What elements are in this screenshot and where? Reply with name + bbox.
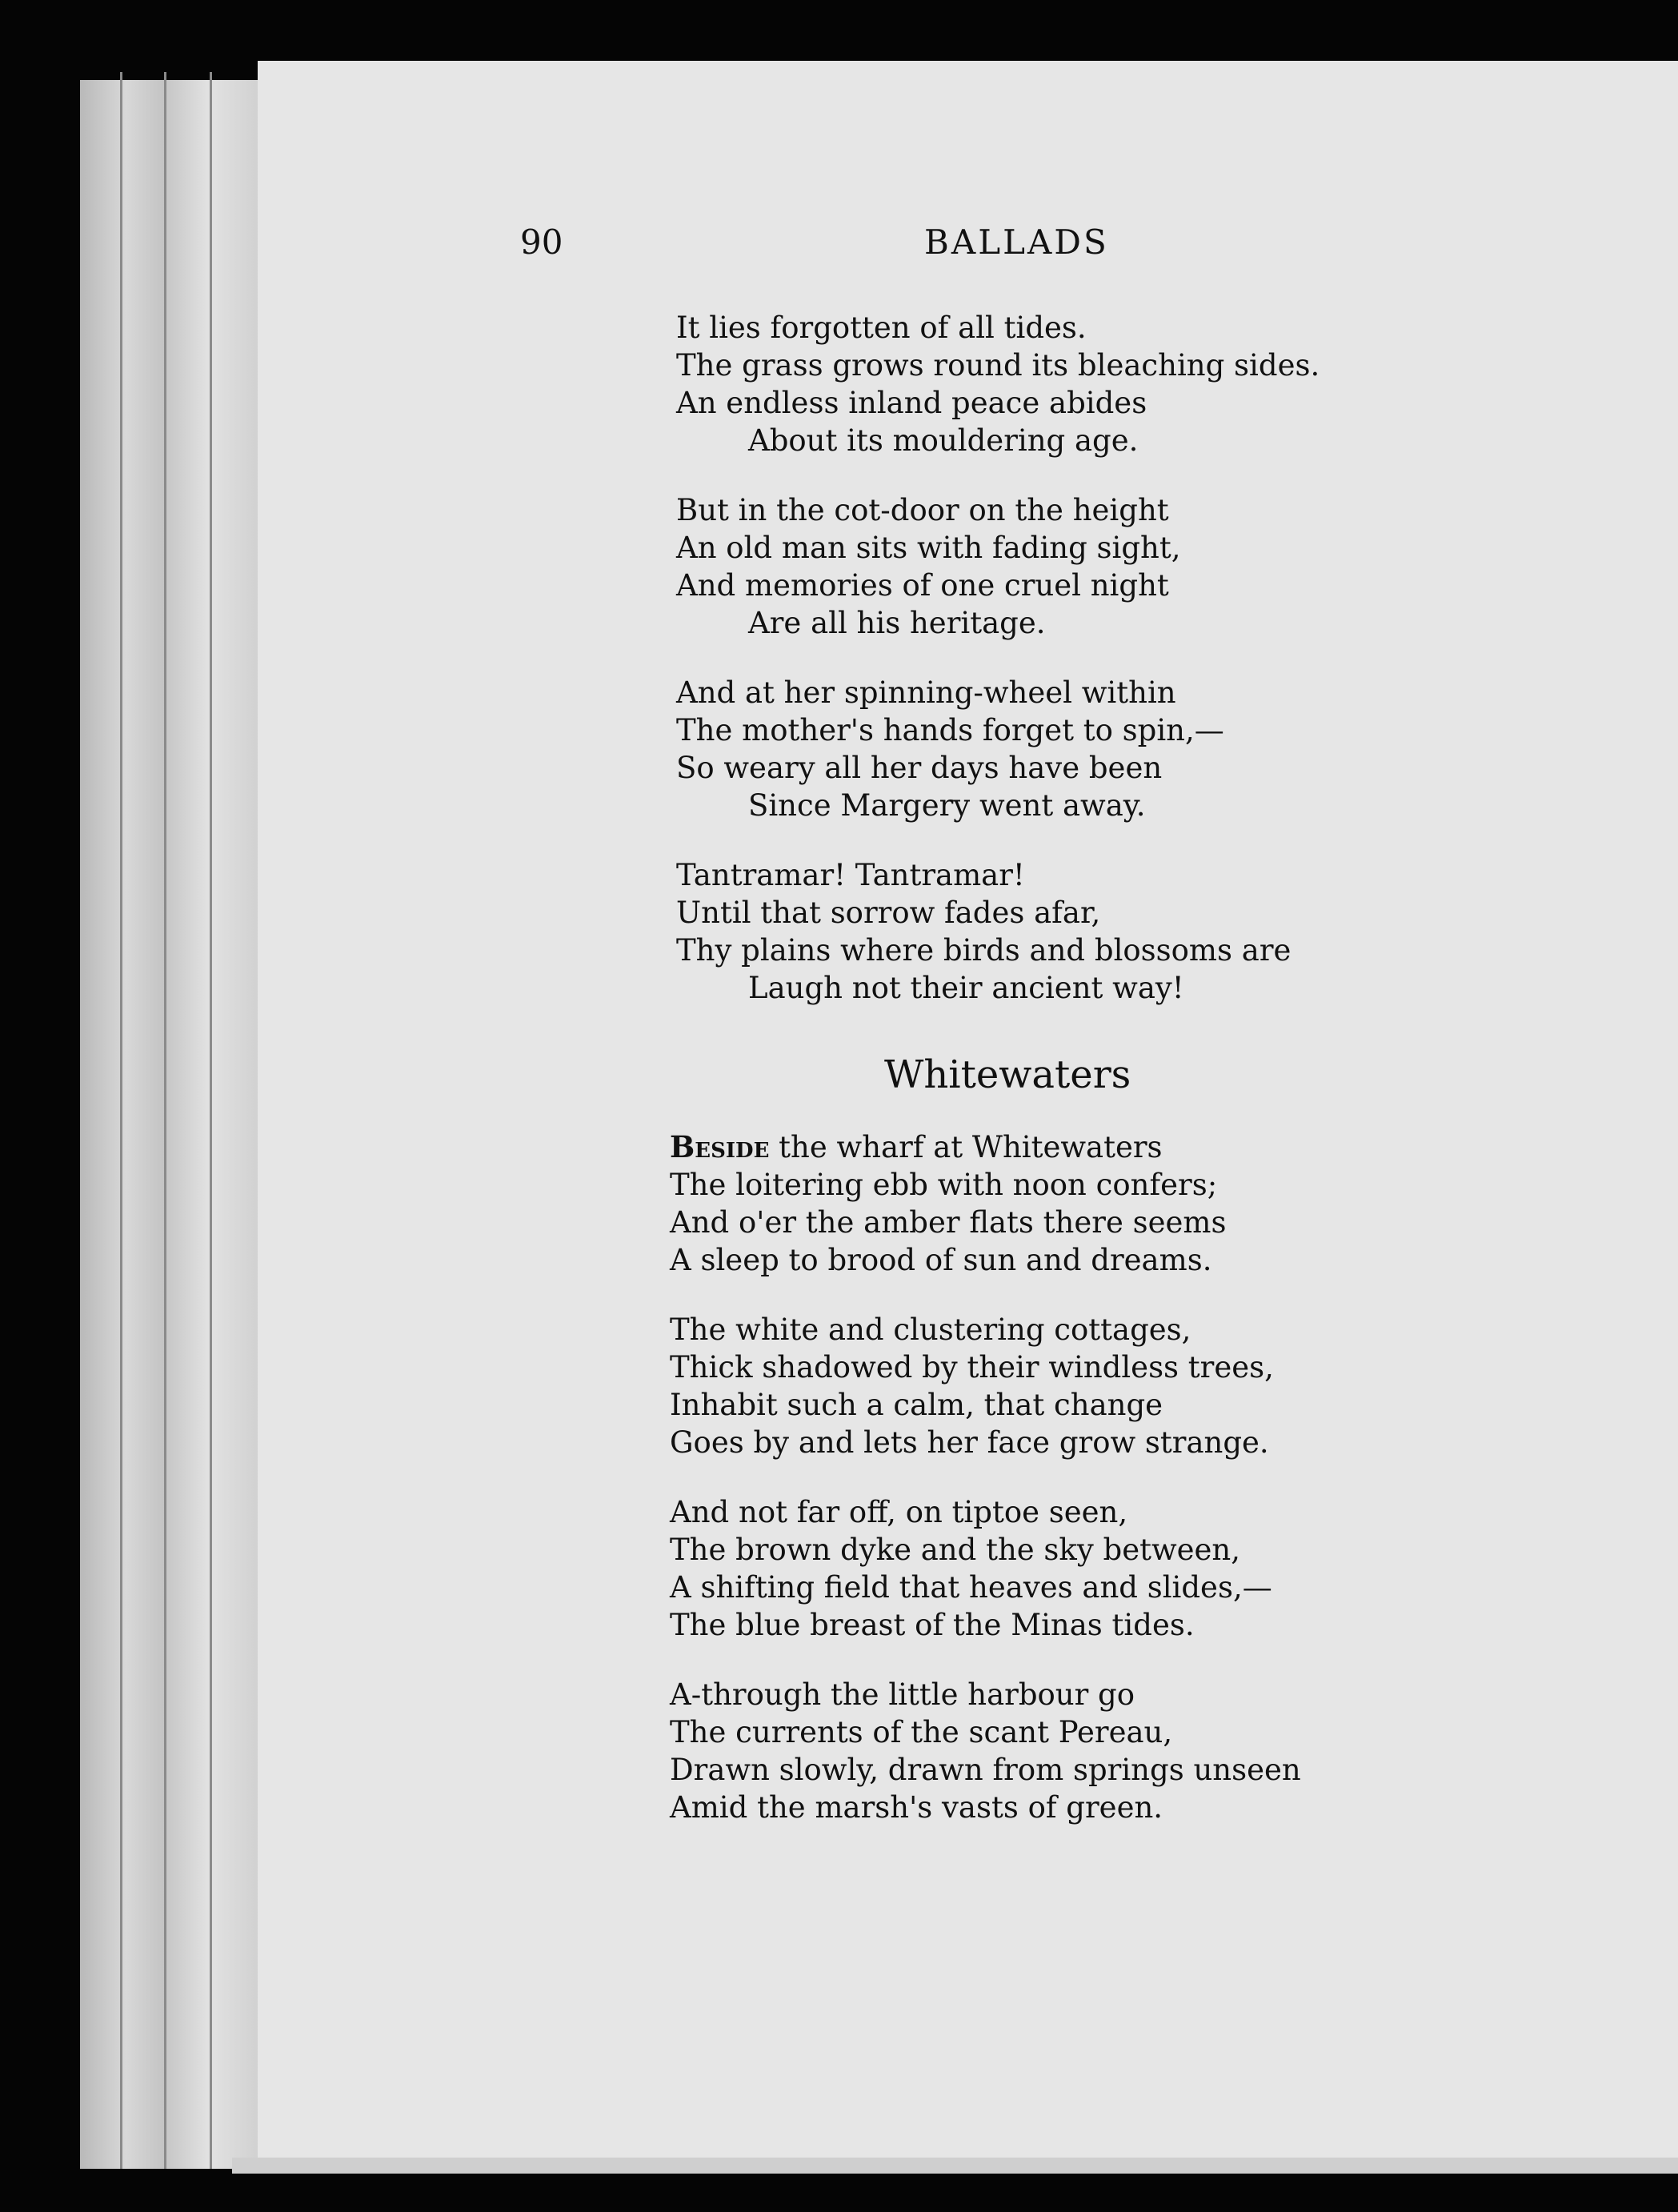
verse-line: Tantramar! Tantramar! — [676, 858, 1025, 892]
verse-line-indented: Are all his heritage. — [748, 606, 1046, 640]
verse-line: A shifting field that heaves and slides,— — [670, 1570, 1272, 1605]
verse-line: Thy plains where birds and blossoms are — [676, 933, 1292, 968]
verse-line: The currents of the scant Pereau, — [670, 1715, 1173, 1749]
page-edge-divider — [164, 72, 166, 2169]
verse-line: So weary all her days have been — [676, 751, 1163, 785]
page-bottom-edge — [232, 2158, 1678, 2174]
verse-line: The mother's hands forget to spin,— — [676, 713, 1224, 747]
verse-line: Inhabit such a calm, that change — [670, 1388, 1163, 1422]
verse-line-indented: Since Margery went away. — [748, 788, 1146, 823]
verse-line: Goes by and lets her face grow strange. — [670, 1425, 1269, 1460]
page-edge-divider — [120, 72, 122, 2169]
verse-line: The loitering ebb with noon confers; — [670, 1168, 1218, 1202]
opening-line-rest: the wharf at Whitewaters — [769, 1130, 1163, 1164]
verse-line: The grass grows round its bleaching sides. — [676, 348, 1320, 383]
verse-line: It lies forgotten of all tides. — [676, 311, 1087, 345]
verse-line: The brown dyke and the sky between, — [670, 1533, 1241, 1567]
verse-line: The blue breast of the Minas tides. — [670, 1608, 1195, 1642]
stanza — [670, 1311, 1301, 1461]
stanza — [676, 856, 1320, 1007]
stanza — [676, 491, 1320, 642]
verse-line: And not far off, on tiptoe seen, — [670, 1495, 1128, 1529]
poem-whitewaters — [670, 1128, 1301, 1858]
verse-line: A-through the little harbour go — [670, 1677, 1135, 1712]
verse-line: A sleep to brood of sun and dreams. — [670, 1243, 1212, 1277]
verse-line-first — [670, 1128, 1301, 1166]
stanza — [676, 309, 1320, 459]
running-title: BALLADS — [924, 222, 1109, 262]
verse-line-indented: Laugh not their ancient way! — [748, 971, 1184, 1005]
page-number: 90 — [520, 222, 563, 262]
verse-line: Amid the marsh's vasts of green. — [670, 1790, 1163, 1825]
verse-line: The white and clustering cottages, — [670, 1312, 1191, 1347]
running-head — [520, 222, 1528, 270]
poem-continuation — [676, 309, 1320, 1039]
stanza — [670, 1676, 1301, 1826]
verse-line: And memories of one cruel night — [676, 568, 1169, 603]
verse-line-indented: About its mouldering age. — [748, 423, 1139, 458]
stanza — [670, 1493, 1301, 1644]
verse-line: Thick shadowed by their windless trees, — [670, 1350, 1274, 1385]
verse-line: An endless inland peace abides — [676, 386, 1147, 420]
stanza — [676, 674, 1320, 824]
poem-title: Whitewaters — [884, 1052, 1131, 1097]
verse-line: Drawn slowly, drawn from springs unseen — [670, 1753, 1301, 1787]
verse-line: Until that sorrow fades afar, — [676, 896, 1101, 930]
verse-line: And o'er the amber flats there seems — [670, 1205, 1227, 1240]
stanza — [670, 1128, 1301, 1279]
page-edge-divider — [210, 72, 212, 2169]
page-edges — [80, 80, 264, 2169]
verse-line: But in the cot-door on the height — [676, 493, 1169, 527]
opening-word: Beside — [670, 1129, 770, 1164]
verse-line: An old man sits with fading sight, — [676, 531, 1181, 565]
verse-line: And at her spinning-wheel within — [676, 675, 1176, 710]
